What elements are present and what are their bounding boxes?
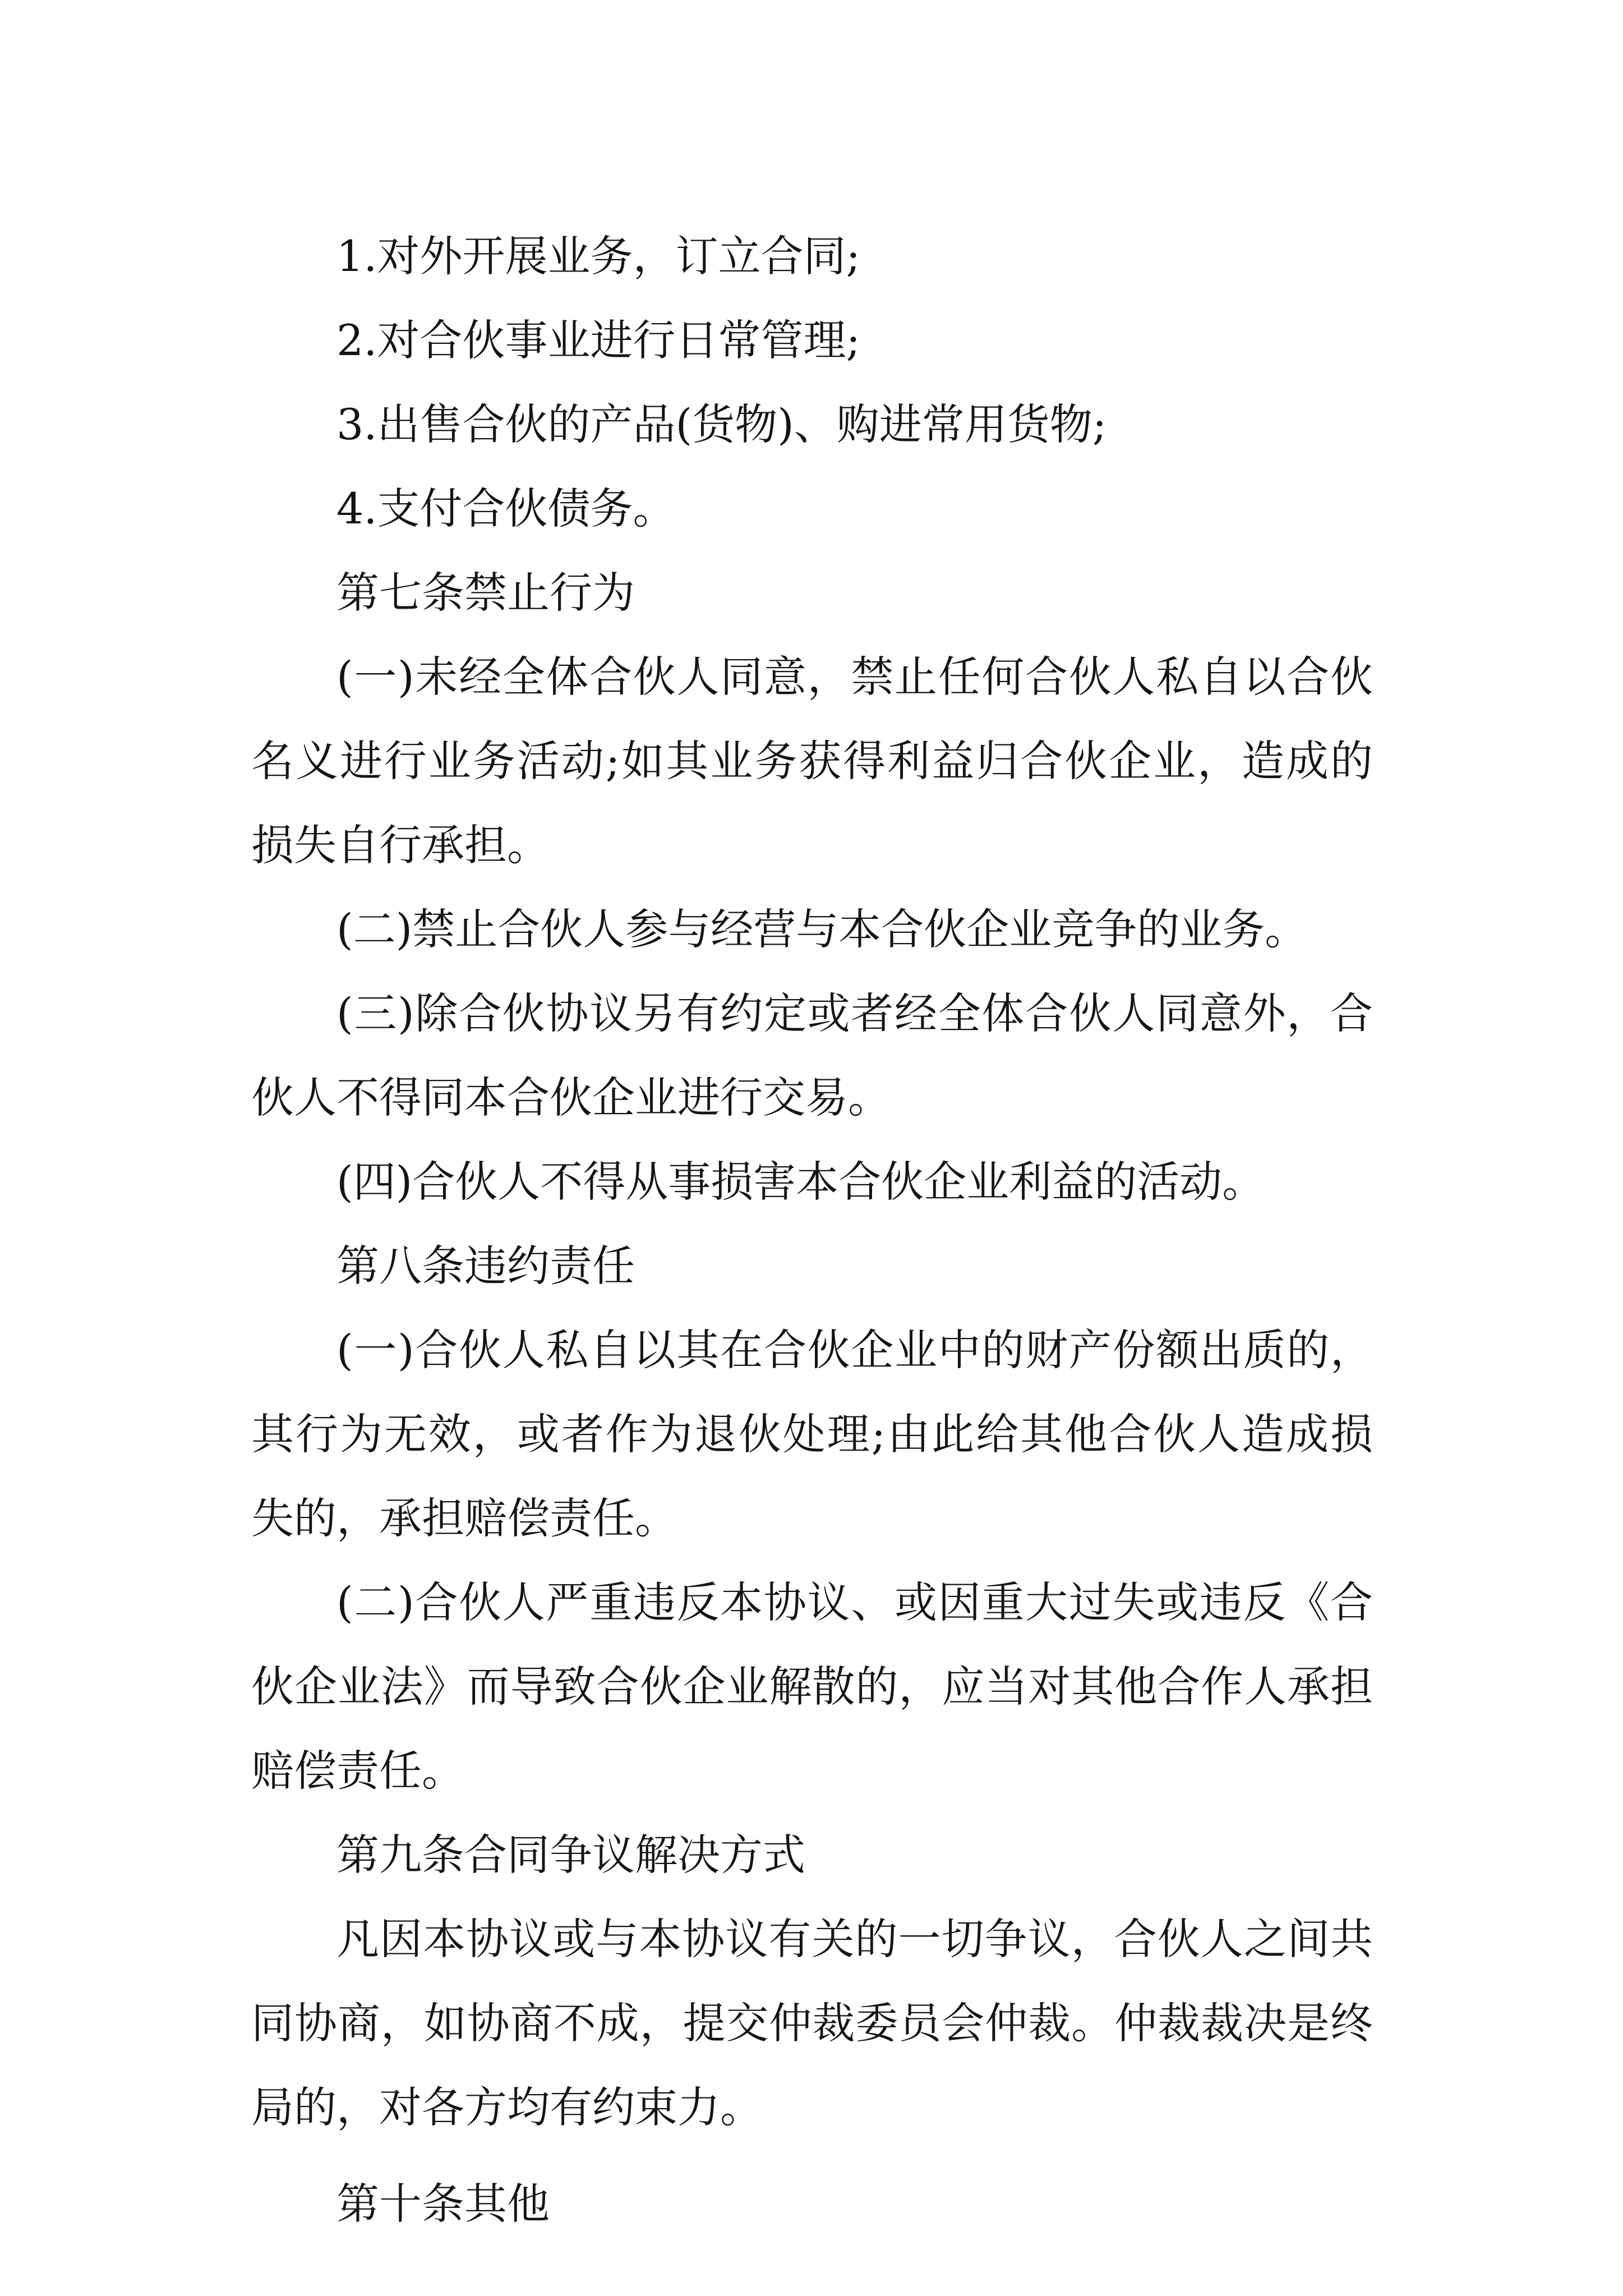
article-7-heading: 第七条禁止行为 xyxy=(336,568,635,618)
article-7-clause-4: (四)合伙人不得从事损害本合伙企业利益的活动。 xyxy=(336,1157,1265,1207)
article-7-clause-2: (二)禁止合伙人参与经营与本合伙企业竞争的业务。 xyxy=(336,904,1308,954)
article-9-clause: 凡因本协议或与本协议有关的一切争议，合伙人之间共同协商，如协商不成，提交仲裁委员会仲裁。仲裁裁决是终局的，对各方均有约束力。 xyxy=(251,1914,1373,2132)
document-body xyxy=(251,214,1373,2246)
list-item-3: 3.出售合伙的产品(货物)、购进常用货物; xyxy=(336,399,1107,449)
article-9-heading: 第九条合同争议解决方式 xyxy=(336,1830,805,1880)
article-8-clause-1: (一)合伙人私自以其在合伙企业中的财产份额出质的，其行为无效，或者作为退伙处理;由此给其他合伙人造成损失的，承担赔偿责任。 xyxy=(251,1325,1373,1543)
list-item-2: 2.对合伙事业进行日常管理; xyxy=(336,315,861,365)
article-7-clause-3: (三)除合伙协议另有约定或者经全体合伙人同意外，合伙人不得同本合伙企业进行交易。 xyxy=(251,988,1373,1122)
article-8-clause-2: (二)合伙人严重违反本协议、或因重大过失或违反《合伙企业法》而导致合伙企业解散的，应当对其他合作人承担赔偿责任。 xyxy=(251,1577,1373,1796)
article-10-heading: 第十条其他 xyxy=(336,2179,550,2229)
list-item-1: 1.对外开展业务，订立合同; xyxy=(336,231,861,281)
article-8-heading: 第八条违约责任 xyxy=(336,1241,635,1291)
article-7-clause-1: (一)未经全体合伙人同意，禁止任何合伙人私自以合伙名义进行业务活动;如其业务获得利益归合伙企业，造成的损失自行承担。 xyxy=(251,652,1373,870)
list-item-4: 4.支付合伙债务。 xyxy=(336,484,676,533)
